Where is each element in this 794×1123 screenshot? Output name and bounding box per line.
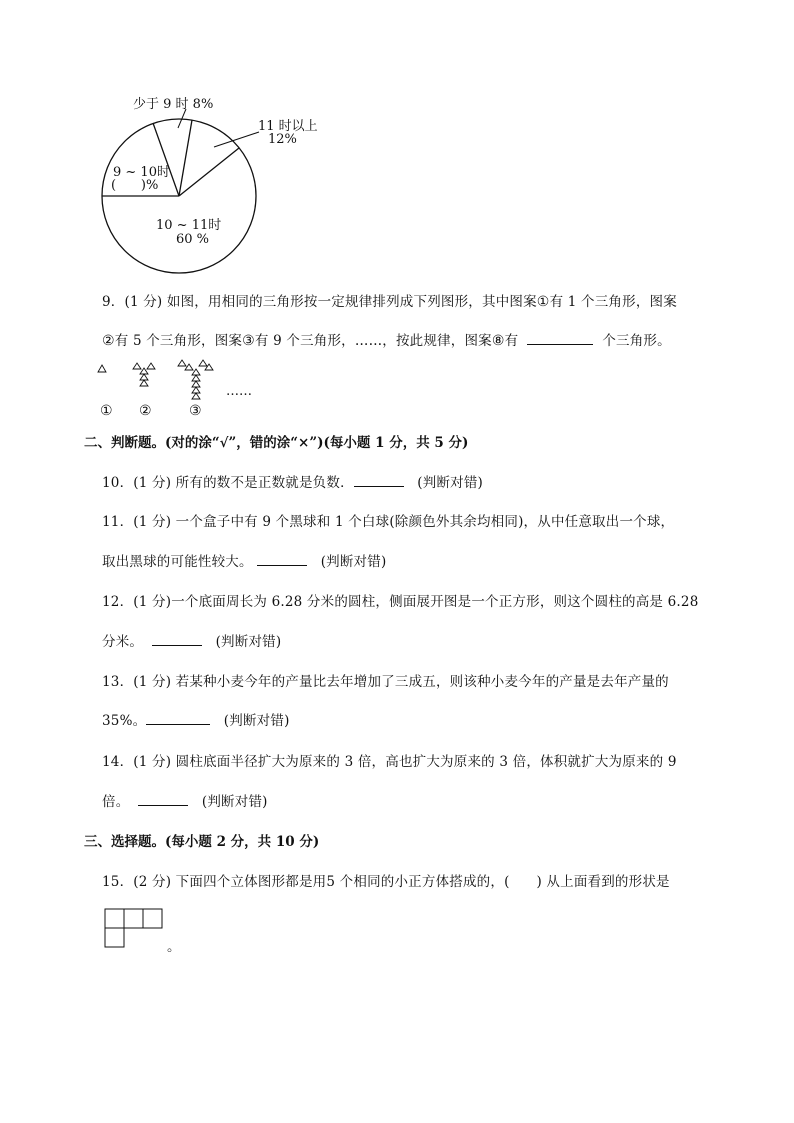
q9-circle-2: ②: [102, 333, 115, 349]
pie-divider-3: [179, 120, 192, 196]
q9-line1: [102, 290, 677, 310]
q9-text-c: 有 5 个三角形，图案: [114, 333, 243, 349]
pie-label-over11: 11 时以上: [258, 119, 318, 134]
pie-value-9-10: ( )%: [111, 178, 159, 193]
pie-divider-4: [179, 148, 239, 196]
q10: [102, 471, 483, 491]
pie-label-9-10: 9 ~ 10时: [113, 165, 170, 180]
pie-label-less9: 少于 9 时 8%: [133, 97, 214, 112]
q14-text: 倍。: [102, 794, 130, 810]
q9-text-b: 有 1 个三角形，图案: [549, 294, 677, 310]
pie-value-over11: 12%: [268, 132, 297, 147]
q9-text-d: 有 9 个三角形，……，按此规律，图案: [254, 333, 492, 349]
q14-suffix: (判断对错): [201, 794, 268, 810]
q12-suffix: (判断对错): [215, 634, 282, 650]
q12-line1: 12．(1 分)一个底面周长为 6.28 分米的圆柱，侧面展开图是一个正方形，则这个圆柱的高是 6.28: [102, 594, 699, 610]
q11-text: 取出黑球的可能性较大。: [102, 554, 253, 570]
q11-suffix: (判断对错): [320, 554, 387, 570]
section-3-title: 三、选择题。(每小题 2 分，共 10 分): [84, 834, 320, 850]
figure-label-3: ③: [189, 403, 202, 419]
q13-text: 35%。: [102, 713, 147, 729]
q13-answer-blank[interactable]: [146, 712, 210, 725]
q9-text-a: 9．(1 分) 如图，用相同的三角形按一定规律排列成下列图形，其中图案: [102, 294, 537, 310]
q9-answer-blank[interactable]: [527, 332, 593, 345]
q11-line2: [102, 550, 386, 570]
triangle-figures: [95, 358, 235, 406]
q13-line2: [102, 709, 290, 729]
q10-answer-blank[interactable]: [354, 474, 404, 487]
q9-circle-3: ③: [242, 333, 255, 349]
top-view-figure: [104, 908, 166, 948]
q9-circle-8: ⑧: [491, 333, 505, 349]
section-2-title: 二、判断题。(对的涂“√”，错的涂“×”)(每小题 1 分，共 5 分): [84, 435, 469, 451]
q9-circle-1: ①: [536, 294, 550, 310]
q12-answer-blank[interactable]: [152, 633, 202, 646]
q9-text-f: 个三角形。: [602, 333, 671, 349]
q10-suffix: (判断对错): [417, 475, 484, 491]
figure-label-2: ②: [139, 403, 152, 419]
q15-period: 。: [167, 939, 181, 955]
pie-label-10-11: 10 ~ 11时: [156, 218, 222, 233]
q10-text: 10．(1 分) 所有的数不是正数就是负数．: [102, 475, 354, 491]
q12-text: 分米。: [102, 634, 144, 650]
q13-suffix: (判断对错): [223, 713, 290, 729]
figure-3: [178, 360, 213, 399]
q15-line1: 15．(2 分) 下面四个立体图形都是用5 个相同的小正方体搭成的，( ) 从上面看到的形状是: [102, 874, 670, 890]
pie-value-10-11: 60 %: [176, 232, 210, 247]
q14-line2: [102, 790, 268, 810]
figure-2: [133, 363, 155, 386]
q12-line2: [102, 630, 281, 650]
q14-answer-blank[interactable]: [138, 793, 188, 806]
q13-line1: 13．(1 分) 若某种小麦今年的产量比去年增加了三成五，则该种小麦今年的产量是去年产量的: [102, 674, 669, 690]
q9-text-e: 有: [504, 333, 519, 349]
q11-answer-blank[interactable]: [257, 553, 307, 566]
q14-line1: 14．(1 分) 圆柱底面半径扩大为原来的 3 倍，高也扩大为原来的 3 倍，体积就扩大为原来的 9: [102, 754, 677, 770]
q11-line1: 11．(1 分) 一个盒子中有 9 个黑球和 1 个白球(除颜色外其余均相同)，从中任意取出一个球，: [102, 514, 675, 530]
figures-ellipsis: ……: [226, 384, 252, 399]
figure-label-1: ①: [100, 403, 113, 419]
q9-line2: [102, 329, 671, 349]
figure-1: [98, 365, 106, 372]
